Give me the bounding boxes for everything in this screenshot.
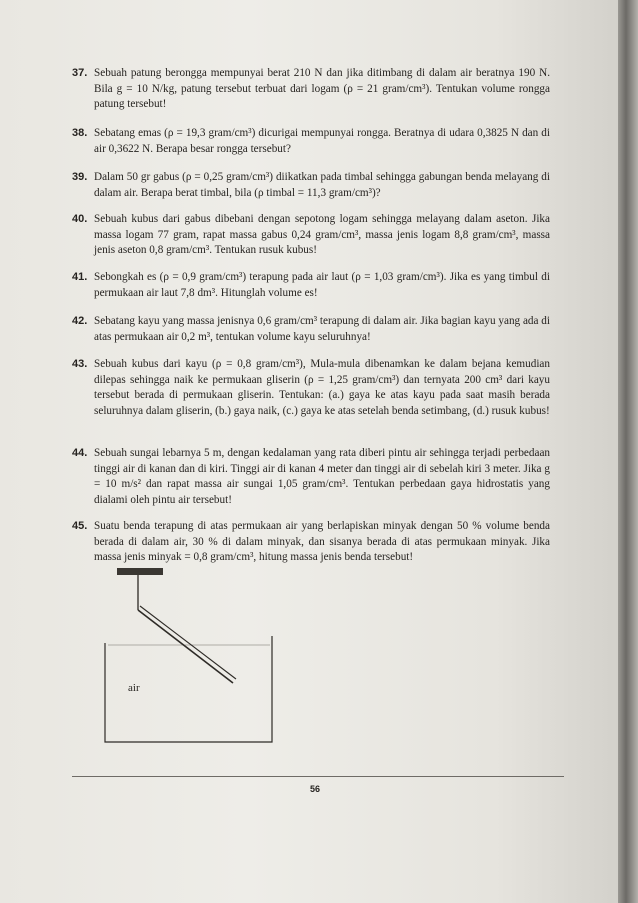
page-number: 56	[310, 784, 321, 794]
question-text: Sebatang emas (ρ = 19,3 gram/cm³) dicurigai mempunyai rongga. Beratnya di udara 0,3825 N dan di air 0,3622 N. Berapa besar rongga tersebut?	[94, 127, 550, 155]
slanted-rod	[138, 610, 233, 683]
water-label: air	[128, 682, 140, 694]
question-text: Suatu benda terapung di atas permukaan air yang berlapiskan minyak dengan 50 % volume benda berada di dalam air, 30 % di dalam minyak, dan sisanya berada di atas permukaan minyak. Jika massa jenis minyak = 0,8 gram/cm³, hitung massa jenis benda tersebut!	[94, 520, 550, 564]
question-text: Sebuah sungai lebarnya 5 m, dengan kedalaman yang rata diberi pintu air sehingga terjadi perbedaan tinggi air di kanan dan di kiri. Tinggi air di kanan 4 meter dan tinggi air di sebelah kiri 3 meter. Jika g = 10 m/s² dan rapat massa air sungai 1,05 gram/cm³. Tentukan perbedaan gaya hidrostatis yang dialami oleh pintu air tersebut!	[94, 447, 550, 506]
question-number: 44.	[72, 447, 88, 459]
question-text: Sebatang kayu yang massa jenisnya 0,6 gram/cm³ terapung di dalam air. Jika bagian kayu yang ada di atas permukaan air 0,2 m³, tentukan volume kayu seluruhnya!	[94, 315, 550, 343]
question-number: 41.	[72, 271, 88, 283]
question-number: 43.	[72, 358, 88, 370]
footer-divider	[72, 776, 564, 777]
slanted-rod-edge	[140, 606, 236, 679]
question-number: 40.	[72, 213, 88, 225]
question-text: Sebuah patung berongga mempunyai berat 210 N dan jika ditimbang di dalam air beratnya 190 N. Bila g = 10 N/kg, patung tersebut terbuat dari logam (ρ = 21 gram/cm³). Tentukan volume rongga patung tersebut!	[94, 67, 550, 111]
question-text: Sebuah kubus dari kayu (ρ = 0,8 gram/cm³), Mula-mula dibenamkan ke dalam bejana kemudian dilepas sehingga naik ke permukaan gliserin (ρ = 1,25 gram/cm³) dan ternyata 200 cm³ dari kayu tersebut berada di permukaan gliserin. Tentukan: (a.) gaya ke atas kayu pada saat masih berada seluruhnya dalam gliserin, (b.) gaya naik, (c.) gaya ke atas setelah benda setimbang, (d.) rusuk kubus!	[94, 358, 550, 417]
question-number: 42.	[72, 315, 88, 327]
question-text: Sebuah kubus dari gabus dibebani dengan sepotong logam sehingga melayang dalam aseton. Jika massa logam 77 gram, rapat massa gabus 0,24 gram/cm³, massa jenis logam 8,8 gram/cm³, massa jenis aseton 0,8 gram/cm³. Tentukan rusuk kubus!	[94, 213, 550, 257]
book-binding-edge	[618, 0, 638, 903]
question-text: Sebongkah es (ρ = 0,9 gram/cm³) terapung pada air laut (ρ = 1,03 gram/cm³). Jika es yang timbul di permukaan air laut 7,8 dm³. Hitunglah volume es!	[94, 271, 550, 299]
question-number: 45.	[72, 520, 88, 532]
question-number: 39.	[72, 171, 88, 183]
question-number: 38.	[72, 127, 88, 139]
question-number: 37.	[72, 67, 88, 79]
ceiling-support	[117, 568, 163, 575]
question-text: Dalam 50 gr gabus (ρ = 0,25 gram/cm³) diikatkan pada timbal sehingga gabungan benda melayang di dalam air. Berapa berat timbal, bila (ρ timbal = 11,3 gram/cm³)?	[94, 171, 550, 199]
